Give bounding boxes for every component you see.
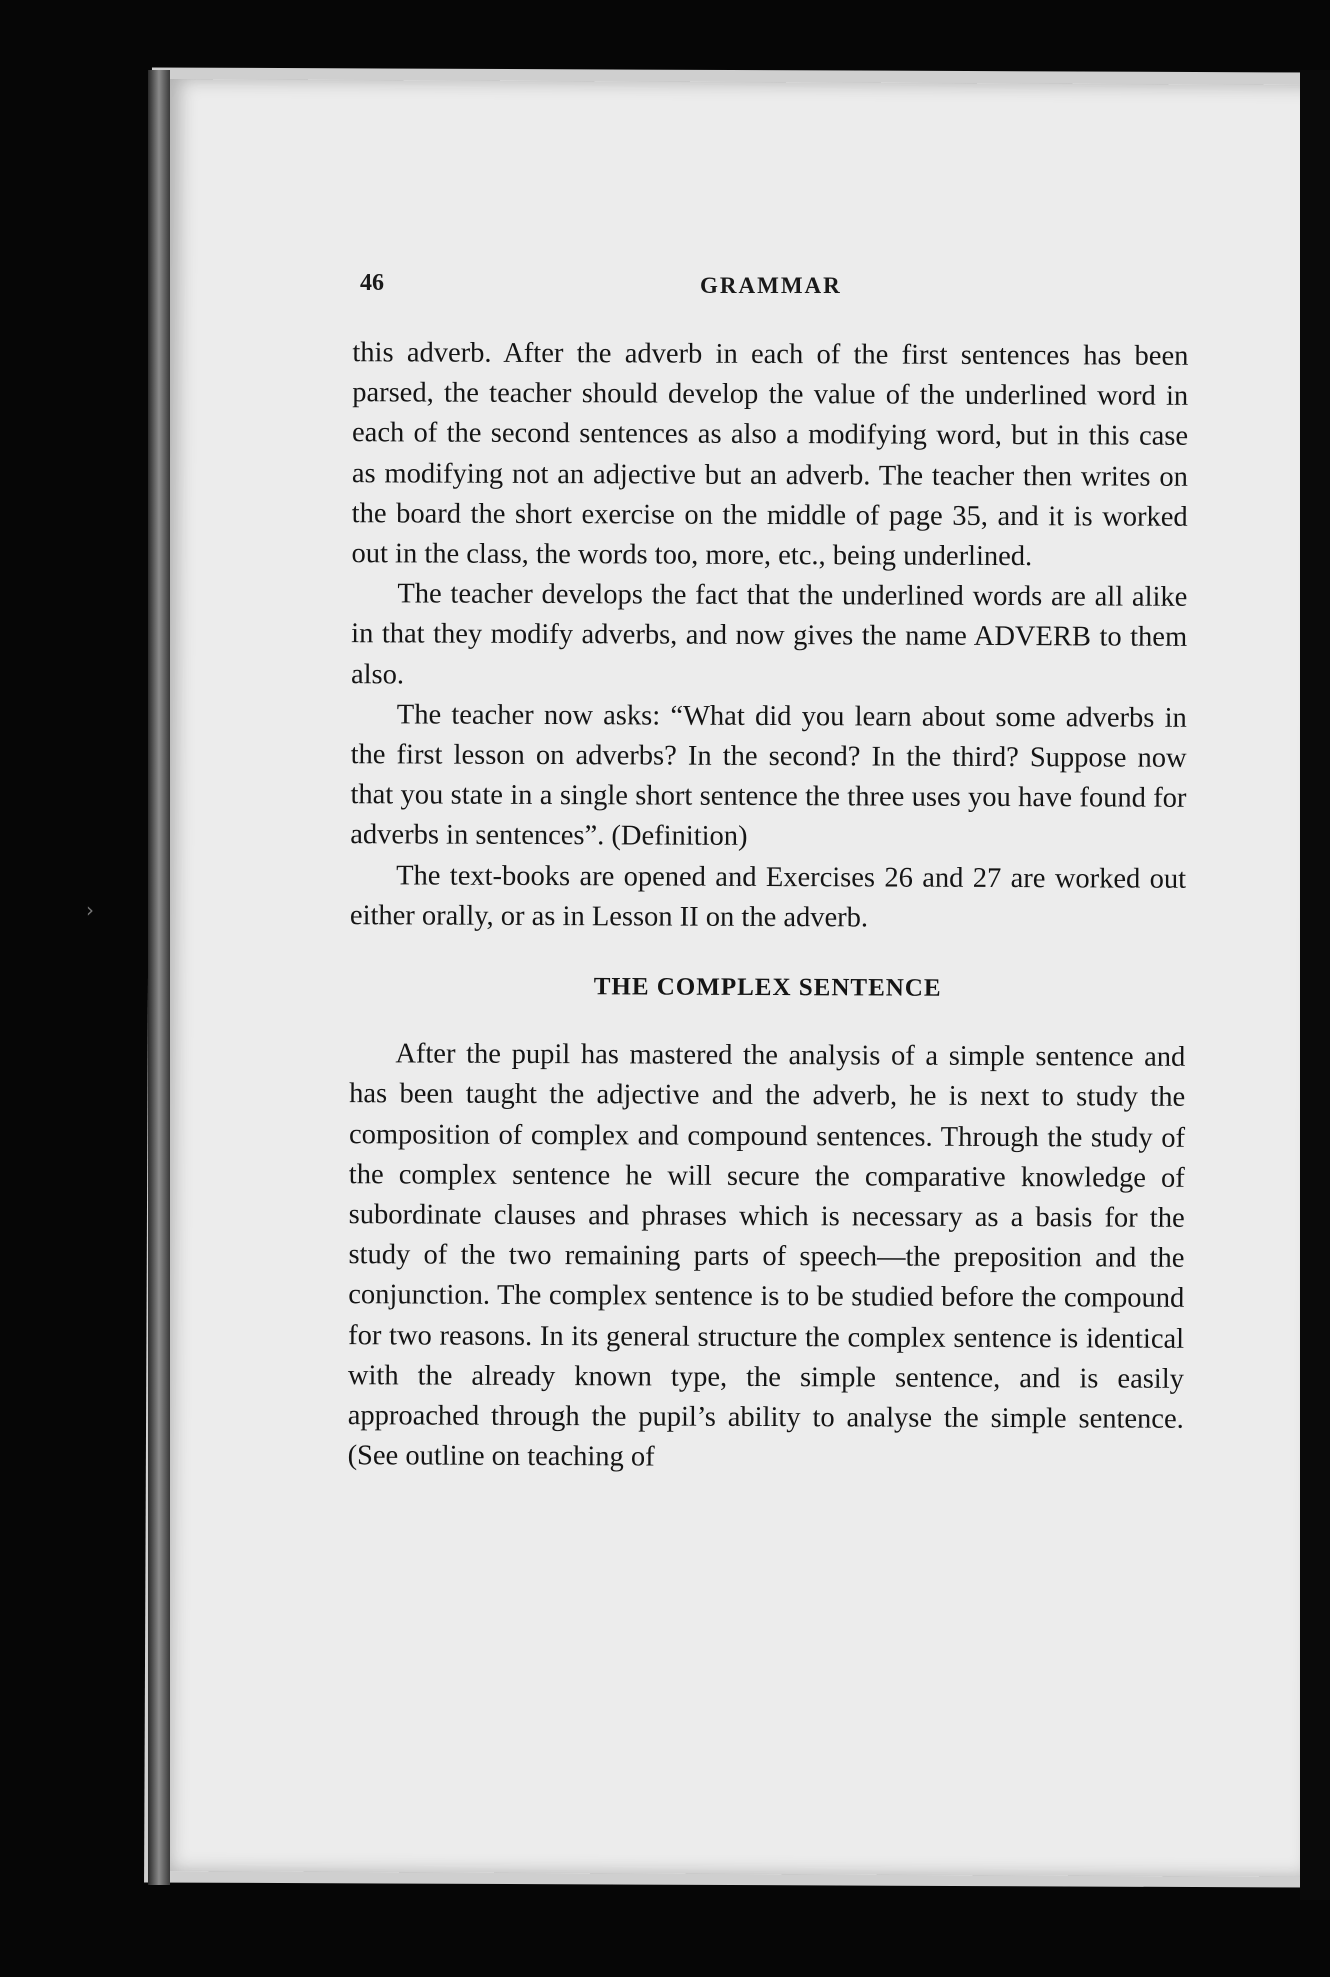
page-header (360, 270, 1180, 310)
section-heading: THE COMPLEX SENTENCE (593, 973, 942, 1002)
paragraph-adverb-name: The teacher develops the fact that the underlined words are all alike in that they modify adverbs, and now gives the name ADVERB to them also. (350, 578, 1188, 691)
running-head: GRAMMAR (700, 273, 842, 298)
margin-mark: › (86, 898, 94, 922)
paragraph-exercises: The text-books are opened and Exercises 26 and 27 are worked out either orally, or as in Lesson II on the adverb. (349, 860, 1187, 934)
page-right-edge (1300, 70, 1330, 1900)
paragraph-complex-sentence: After the pupil has mastered the analysis of a simple sentence and has been taught the adjective and the adverb, he is next to study the composition of complex and compound sentences. Through the study of the complex sentence he will secure the comparative knowledge of subordinate clauses and phrases which is necessary as a basis for the study of the two remaining parts of speech—the preposition and the conjunction. The complex sentence is to be studied before the compound for two reasons. In its general structure the complex sentence is identical with the already known type, the simple sentence, and is easily approached through the pupil’s ability to analyse the simple sentence. (See outline on teaching of (347, 1038, 1186, 1473)
body-text (348, 333, 1189, 1480)
book-spine (148, 70, 170, 1885)
paragraph-teacher-asks: The teacher now asks: “What did you learn about some adverbs in the first lesson on adverbs? In the second? In the third? Suppose now that you state in a single short sentence the three uses you have found for adverbs in sentences”. (Definition) (350, 699, 1187, 853)
page-number: 46 (360, 270, 384, 296)
paragraph-continuation: this adverb. After the adverb in each of the first sentences has been parsed, the teacher should develop the value of the underlined word in each of the second sentences as also a modifying word, but in this case as modifying not an adjective but an adverb. The teacher then writes on the board the short exercise on the middle of page 35, and it is worked out in the class, the words too, more, etc., being underlined. (351, 337, 1189, 573)
